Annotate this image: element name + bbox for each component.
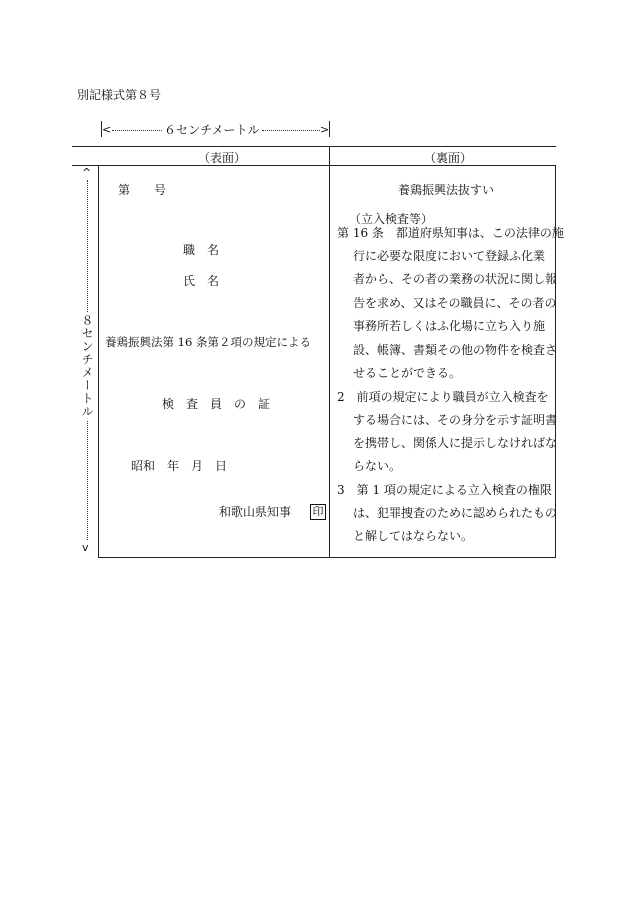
arrow-right-icon: > — [320, 123, 330, 136]
form-number: 別記様式第８号 — [77, 88, 162, 102]
front-header: （表面） — [198, 151, 247, 165]
back-header: （裏面） — [424, 151, 473, 165]
arrow-up-icon: ^ — [82, 166, 92, 179]
seal-stamp: 印 — [310, 504, 326, 520]
law-line: 告を求め、又はその職員に、その者の — [353, 296, 557, 310]
law-line: 設、帳簿、書類その他の物件を検査さ — [353, 343, 558, 357]
name-label: 氏 名 — [183, 274, 220, 288]
law-line: は、犯罪捜査のために認められたもの — [353, 506, 558, 520]
law-line: 者から、その者の業務の状況に関し報 — [353, 272, 558, 286]
arrow-down-icon: v — [82, 541, 89, 554]
width-dimension-label: ６センチメートル — [164, 123, 260, 137]
legal-basis-text: 養鶏振興法第 16 条第２項の規定による — [105, 335, 311, 349]
position-label: 職 名 — [183, 243, 220, 257]
law-line: と解してはならない。 — [353, 529, 474, 543]
law-excerpt-title: 養鶏振興法抜すい — [398, 183, 495, 197]
certificate-title: 検 査 員 の 証 — [162, 397, 271, 411]
law-line: 2 前項の規定により職員が立入検査を — [337, 390, 549, 404]
law-line: 3 第 1 項の規定による立入検査の権限 — [337, 483, 552, 497]
issuer-name: 和歌山県知事 — [219, 505, 292, 519]
article-caption: （立入検査等） — [349, 212, 434, 226]
height-dimension-label: ８センチメートル — [80, 314, 94, 418]
law-line: を携帯し、関係人に提示しなければな — [353, 436, 558, 450]
law-line: する場合には、その身分を示す証明書 — [353, 413, 558, 427]
law-line: 事務所若しくはふ化場に立ち入り施 — [353, 319, 546, 333]
law-line: せることができる。 — [353, 366, 462, 380]
certificate-number-label: 第 号 — [118, 183, 167, 197]
issue-date-label: 昭和 年 月 日 — [131, 459, 228, 473]
law-line: 行に必要な限度において登録ふ化業 — [353, 249, 546, 263]
arrow-left-icon: < — [102, 123, 112, 136]
law-line: 第 16 条 都道府県知事は、この法律の施 — [337, 226, 564, 240]
law-line: らない。 — [353, 459, 402, 473]
